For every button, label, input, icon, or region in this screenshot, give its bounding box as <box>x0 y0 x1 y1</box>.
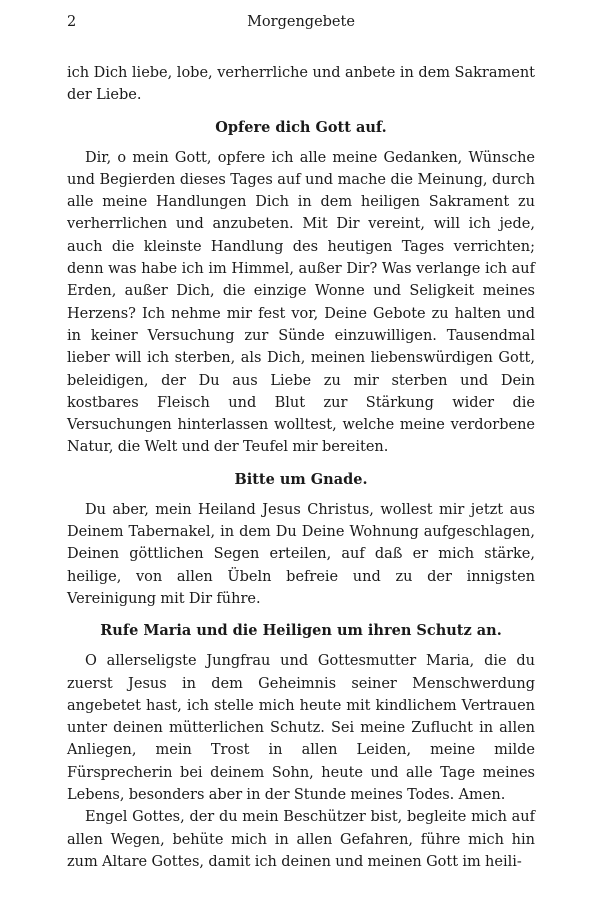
page-header <box>67 14 535 40</box>
running-title: Morgengebete <box>247 14 355 30</box>
continuation-paragraph: ich Dich liebe, lobe, verherrliche und anbete in dem Sakrament der Liebe. <box>67 65 535 104</box>
section-heading: Rufe Maria und die Heiligen um ihren Schutz an. <box>100 622 502 640</box>
paragraph: Du aber, mein Heiland Jesus Christus, wollest mir jetzt aus Deinem Tabernakel, in dem Du Deine Wohnung aufgeschlagen, Deinen göttlichen Segen erteilen, auf daß er mich stärke, heilige, von allen Übeln befreie und zu der innigsten Vereinigung mit Dir führe. <box>67 501 535 607</box>
section-heading: Opfere dich Gott auf. <box>215 118 387 136</box>
section-opfere <box>67 117 535 459</box>
paragraph: Dir, o mein Gott, opfere ich alle meine Gedanken, Wünsche und Begierden dieses Tages auf und mache die Meinung, durch alle meine Handlungen Dich in dem heiligen Sakrament zu verherrlichen und anzubeten. Mit Dir vereint, will ich jede, auch die kleinste Handlung des heutigen Tages verrichten; denn was habe ich im Himmel, außer Dir? Was verlange ich auf Erden, außer Dich, die einzige Wonne und Seligkeit meines Herzens? Ich nehme mir fest vor, Deine Gebote zu halten und in keiner Versuchung zur Sünde einzuwilligen. Tausendmal lieber will ich sterben, als Dich, meinen liebenswürdigen Gott, beleidigen, der Du aus Liebe zu mir sterben und Dein kostbares Fleisch und Blut zur Stärkung wider die Versuchungen hinterlassen wolltest, welche meine verdorbene Natur, die Welt und der Teufel mir bereiten. <box>67 149 535 456</box>
page-body <box>67 62 535 873</box>
section-heading: Bitte um Gnade. <box>234 470 368 488</box>
section-rufe <box>67 620 535 873</box>
book-page <box>67 14 535 873</box>
page-number: 2 <box>67 14 77 30</box>
paragraph: O allerseligste Jungfrau und Gottesmutter Maria, die du zuerst Jesus in dem Geheimnis seiner Menschwerdung angebetet hast, ich stelle mich heute mit kindlichem Vertrauen unter deinen mütterlichen Schutz. Sei meine Zuflucht in allen Anliegen, mein Trost in allen Leiden, meine milde Fürsprecherin bei deinem Sohn, heute und alle Tage meines Lebens, besonders aber in der Stunde meines Todes. Amen. <box>67 653 535 804</box>
section-bitte <box>67 469 535 610</box>
paragraph: Engel Gottes, der du mein Beschützer bist, begleite mich auf allen Wegen, behüte mich in allen Gefahren, führe mich hin zum Altare Gottes, damit ich deinen und meinen Gott im heili- <box>67 809 535 870</box>
